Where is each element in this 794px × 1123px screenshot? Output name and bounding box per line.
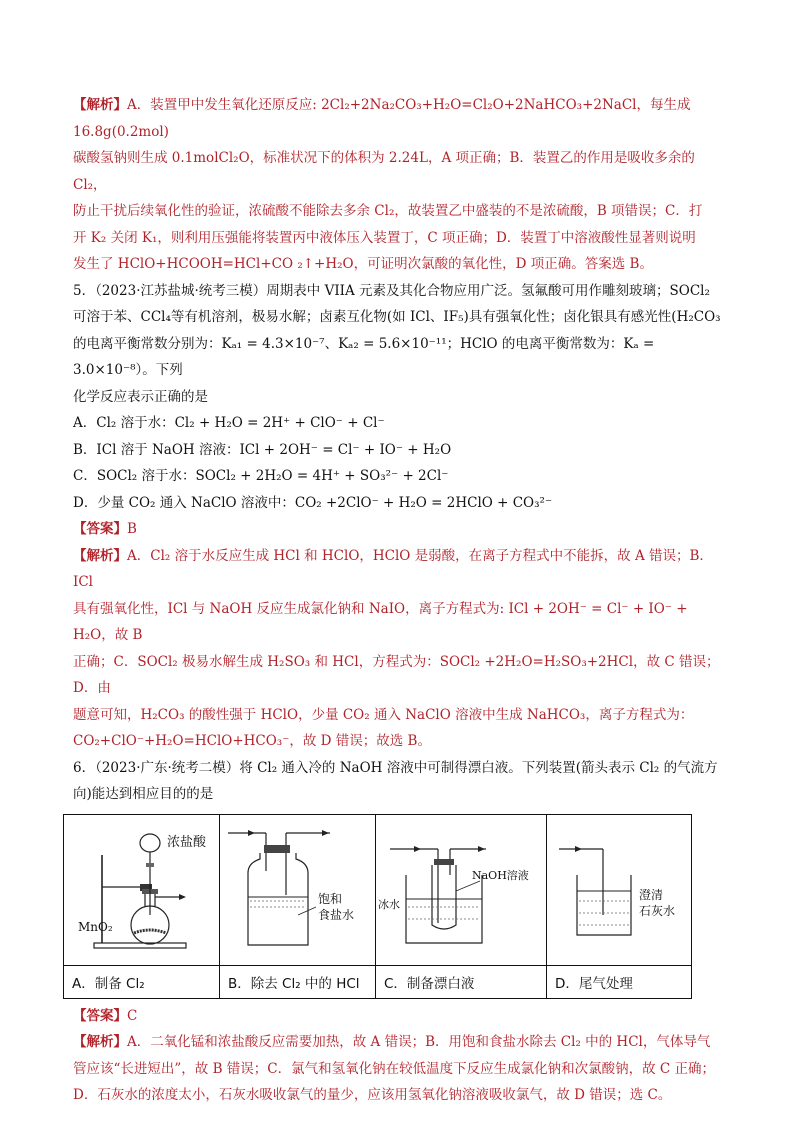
flask-apparatus-diagram [64, 815, 219, 965]
q4-analysis-text-1: A．装置甲中发生氧化还原反应: 2Cl₂+2Na₂CO₃+H₂O=Cl₂O+2NaHCO₃+2NaCl，每生成 16.8g(0.2mol) [73, 97, 691, 140]
q5-stem-line-1: 5．（2023·江苏盐城·统考三模）周期表中 VIIA 元素及其化合物应用广泛。氢氟酸可用作雕刻玻璃；SOCl₂ [73, 282, 710, 299]
apparatus-table [63, 814, 692, 999]
analysis-tag: 【解析】 [73, 1034, 127, 1050]
analysis-tag: 【解析】 [73, 547, 127, 564]
q6-answer [73, 1003, 723, 1030]
q6-stem-line-2: 向)能达到相应目的的是 [73, 786, 214, 802]
q5-analysis-line-2: 具有强氧化性，ICl 与 NaOH 反应生成氯化钠和 NaIO，离子方程式为: ICl + 2OH⁻ = Cl⁻ + IO⁻ + H₂O，故 B [73, 600, 688, 643]
analysis-tag: 【解析】 [73, 97, 127, 113]
answer-tag: 【答案】 [73, 521, 127, 537]
q6-analysis-line-2: 管应该“长进短出”，故 B 错误；C．氯气和氢氧化钠在较低温度下反应生成氯化钠和次氯酸钠，故 C 正确； [73, 1060, 716, 1077]
q5-analysis-line-5: CO₂+ClO⁻+H₂O=HClO+HCO₃⁻，故 D 错误；故选 B。 [73, 733, 431, 749]
q5-option-c: C．SOCl₂ 溶于水：SOCl₂ + 2H₂O = 4H⁺ + SO₃²⁻ + 2Cl⁻ [73, 468, 449, 484]
q4-analysis-line-5: 发生了 HClO+HCOOH=HCl+CO ₂↑+H₂O，可证明次氯酸的氧化性，D 项正确。答案选 B。 [73, 256, 653, 272]
figure-c-cell [376, 814, 547, 965]
label-saturated: 饱和 [318, 891, 343, 906]
ice-bath-diagram [376, 815, 546, 965]
q4-analysis-line-4: 开 K₂ 关闭 K₁，则利用压强能将装置丙中液体压入装置丁，C 项正确；D．装置丁中溶液酸性显著则说明 [73, 229, 696, 246]
gas-wash-bottle-diagram [220, 815, 375, 965]
q5-option-b: B．ICl 溶于 NaOH 溶液：ICl + 2OH⁻ = Cl⁻ + IO⁻ + H₂O [73, 441, 452, 458]
q4-analysis-line-1 [73, 92, 723, 145]
q6-stem-line-1: 6．（2023·广东·统考二模）将 Cl₂ 通入冷的 NaOH 溶液中可制得漂白液。下列装置(箭头表示 Cl₂ 的气流方 [73, 759, 718, 776]
q4-analysis-line-3: 防止干扰后续氧化性的验证，浓硫酸不能除去多余 Cl₂，故装置乙中盛装的不是浓硫酸，B 项错误；C．打 [73, 203, 703, 219]
figure-a-cell [64, 814, 220, 965]
q5-analysis-text-1: A．Cl₂ 溶于水反应生成 HCl 和 HClO，HClO 是弱酸，在离子方程式中不能拆，故 A 错误；B．ICl [73, 547, 713, 590]
label-limewater: 石灰水 [639, 903, 676, 918]
q5-option-d: D．少量 CO₂ 通入 NaClO 溶液中：CO₂ +2ClO⁻ + H₂O = 2HClO + CO₃²⁻ [73, 494, 553, 511]
q4-analysis [73, 92, 723, 278]
figure-b-cell [220, 814, 376, 965]
q6-answer-value: C [127, 1007, 138, 1024]
figure-d-cell [547, 814, 692, 965]
label-brine: 食盐水 [318, 907, 355, 922]
question-6 [73, 755, 723, 1109]
label-naoh-solution: NaOH溶液 [472, 868, 529, 882]
limewater-beaker-diagram [547, 815, 691, 965]
q5-stem-line-4: 化学反应表示正确的是 [73, 388, 208, 405]
q5-analysis-line-1 [73, 543, 723, 596]
q5-stem-line-3: 的电离平衡常数分别为：Kₐ₁ = 4.3×10⁻⁷、Kₐ₂ = 5.6×10⁻¹¹；HClO 的电离平衡常数为：Kₐ = 3.0×10⁻⁸）。下列 [73, 335, 655, 378]
q6-analysis-text-1: A．二氧化锰和浓盐酸反应需要加热，故 A 错误；B．用饱和食盐水除去 Cl₂ 中的 HCl，气体导气 [127, 1034, 711, 1050]
q5-stem-line-2: 可溶于苯、CCl₄等有机溶剂，极易水解；卤素互化物(如 ICl、IF₅)具有强氧化性；卤化银具有感光性(H₂CO₃ [73, 309, 721, 325]
q5-answer [73, 516, 723, 543]
question-5 [73, 278, 723, 755]
caption-c: C．制备漂白液 [376, 965, 547, 998]
q5-analysis-line-4: 题意可知，H₂CO₃ 的酸性强于 HClO，少量 CO₂ 通入 NaClO 溶液中生成 NaHCO₃，离子方程式为： [73, 706, 694, 723]
answer-tag: 【答案】 [73, 1007, 127, 1024]
q5-option-a: A．Cl₂ 溶于水：Cl₂ + H₂O = 2H⁺ + ClO⁻ + Cl⁻ [73, 415, 385, 431]
q5-analysis-line-3: 正确；C．SOCl₂ 极易水解生成 H₂SO₃ 和 HCl，方程式为：SOCl₂ +2H₂O=H₂SO₃+2HCl，故 C 错误；D．由 [73, 653, 720, 696]
label-conc-hcl: 浓盐酸 [167, 834, 207, 850]
caption-b: B．除去 Cl₂ 中的 HCl [220, 965, 376, 998]
page-content [73, 92, 723, 1109]
q6-analysis-line-3: D．石灰水的浓度太小，石灰水吸收氯气的量少，应该用氢氧化钠溶液吸收氯气，故 D 错误；选 C。 [73, 1087, 672, 1103]
q4-analysis-line-2: 碳酸氢钠则生成 0.1molCl₂O，标准状况下的体积为 2.24L，A 项正确；B．装置乙的作用是吸收多余的 Cl₂， [73, 150, 695, 193]
q5-answer-value: B [127, 521, 137, 537]
q6-analysis-line-1 [73, 1029, 723, 1056]
caption-a: A．制备 Cl₂ [64, 965, 220, 998]
caption-d: D．尾气处理 [547, 965, 692, 998]
label-clear: 澄清 [639, 887, 664, 902]
label-mno2: MnO₂ [78, 919, 113, 934]
label-ice-water: 冰水 [378, 897, 400, 911]
